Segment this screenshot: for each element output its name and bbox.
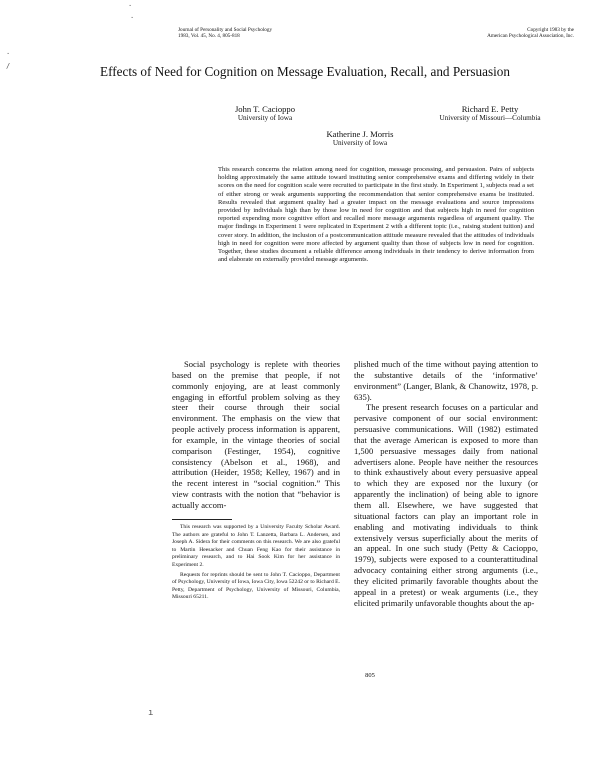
scan-mark: ·: [6, 50, 11, 58]
author-name: Katherine J. Morris: [326, 129, 394, 139]
author-affiliation: University of Iowa: [332, 139, 388, 147]
author-block: [205, 104, 325, 123]
abstract: This research concerns the relation among need for cognition, message processing, and persuasion. Pairs of subjects holding approximately the same attitude toward instituting senior comprehensive exams and differing widely in their scores on the need for cognition scale were recruited to participate in the first study. In Experiment 1, subjects read a set of either strong or weak arguments supporting the recommendation that senior comprehensive exams be instituted. Results revealed that argument quality had a greater impact on the message evaluations and source impressions provided by individuals high than by those low in need for cognition and that subjects high in need for cognition reported expending more cognitive effort and recalled more message arguments regardless of argument quality. The major findings in Experiment 1 were replicated in Experiment 2 with a different topic (i.e., raising student tuition) and cover story. In addition, the inclusion of a postcommunication attitude measure revealed that the attitudes of individuals high in need for cognition were more affected by argument quality than those of subjects low in need for cognition. Together, these studies document a reliable difference among individuals in their tendency to derive information from and elaborate on externally provided message arguments.: [218, 166, 534, 264]
copyright-notice: [424, 27, 574, 40]
body-column-right: [354, 359, 538, 608]
scan-mark: ·: [128, 2, 133, 10]
author-block: [290, 129, 430, 148]
scan-mark: /: [6, 62, 11, 70]
paper-title: Effects of Need for Cognition on Message Evaluation, Recall, and Persuasion: [100, 64, 510, 79]
author-name: John T. Cacioppo: [234, 104, 296, 114]
copyright-line: Copyright 1983 by the: [527, 27, 574, 33]
author-name: Richard E. Petty: [461, 104, 519, 114]
scan-mark: ·: [130, 14, 135, 22]
body-paragraph: plished much of the time without paying attention to the substantive details of the ‘informative’ environment” (Langer, Blank, & Chanowitz, 1978, p. 635).: [354, 359, 538, 402]
journal-citation: [178, 27, 348, 40]
scan-mark: ı: [148, 708, 154, 718]
author-block: [400, 104, 580, 123]
footnotes: [172, 524, 340, 604]
footnote: Requests for reprints should be sent to John T. Cacioppo, Department of Psychology, University of Iowa, Iowa City, Iowa 52242 or to Richard E. Petty, Department of Psychology, University of Missouri, Columbia, Missouri 65211.: [172, 571, 340, 601]
copyright-publisher: American Psychological Association, Inc.: [487, 33, 574, 40]
journal-name: Journal of Personality and Social Psychology: [178, 27, 273, 33]
author-affiliation: University of Missouri—Columbia: [439, 114, 541, 122]
footnote: This research was supported by a University Faculty Scholar Award. The authors are grateful to John T. Lanzetta, Barbara L. Andersen, and Joseph A. Sidera for their comments on this research. We are also grateful to Martin Heesacker and Chuan Feng Kao for their assistance in preliminary research, and to Hai Sook Kim for her assistance in Experiment 2.: [172, 524, 340, 568]
author-affiliation: University of Iowa: [237, 114, 293, 122]
body-paragraph: The present research focuses on a particular and pervasive component of our social environment: persuasive communications. Will (1982) estimated that the average American is exposed to more than 1,500 persuasive messages daily from national advertisers alone. People have neither the resources to think exhaustively about every persuasive appeal to which they are exposed nor the luxury (or apparently the inclination) of being able to ignore them all. Elsewhere, we have suggested that situational factors can play an important role in enabling and motivating individuals to think extensively versus superficially about the merits of an appeal. In one such study (Petty & Cacioppo, 1979), subjects were exposed to a counterattitudinal advocacy containing either strong arguments (i.e., they elicited primarily favorable thoughts about the appeal in a pretest) or weak arguments (i.e., they elicited primarily unfavorable thoughts about the ap-: [354, 402, 538, 608]
body-paragraph: Social psychology is replete with theories based on the premise that people, if not commonly enjoying, are at least commonly engaging in effortful problem solving as they steer their course through their social environment. The emphasis on the view that people actively process information is apparent, for example, in the vintage theories of social comparison (Festinger, 1954), cognitive consistency (Abelson et al., 1968), and attribution (Heider, 1958; Kelley, 1967) and in the recent interest in “social cognition.” This view contrasts with the notion that “behavior is actually accom-: [172, 359, 340, 510]
page-number: 805: [365, 672, 375, 679]
footnote-rule: [172, 519, 232, 520]
body-column-left: [172, 359, 340, 511]
journal-volume: 1983, Vol. 45, No. 4, 805-818: [178, 33, 240, 40]
